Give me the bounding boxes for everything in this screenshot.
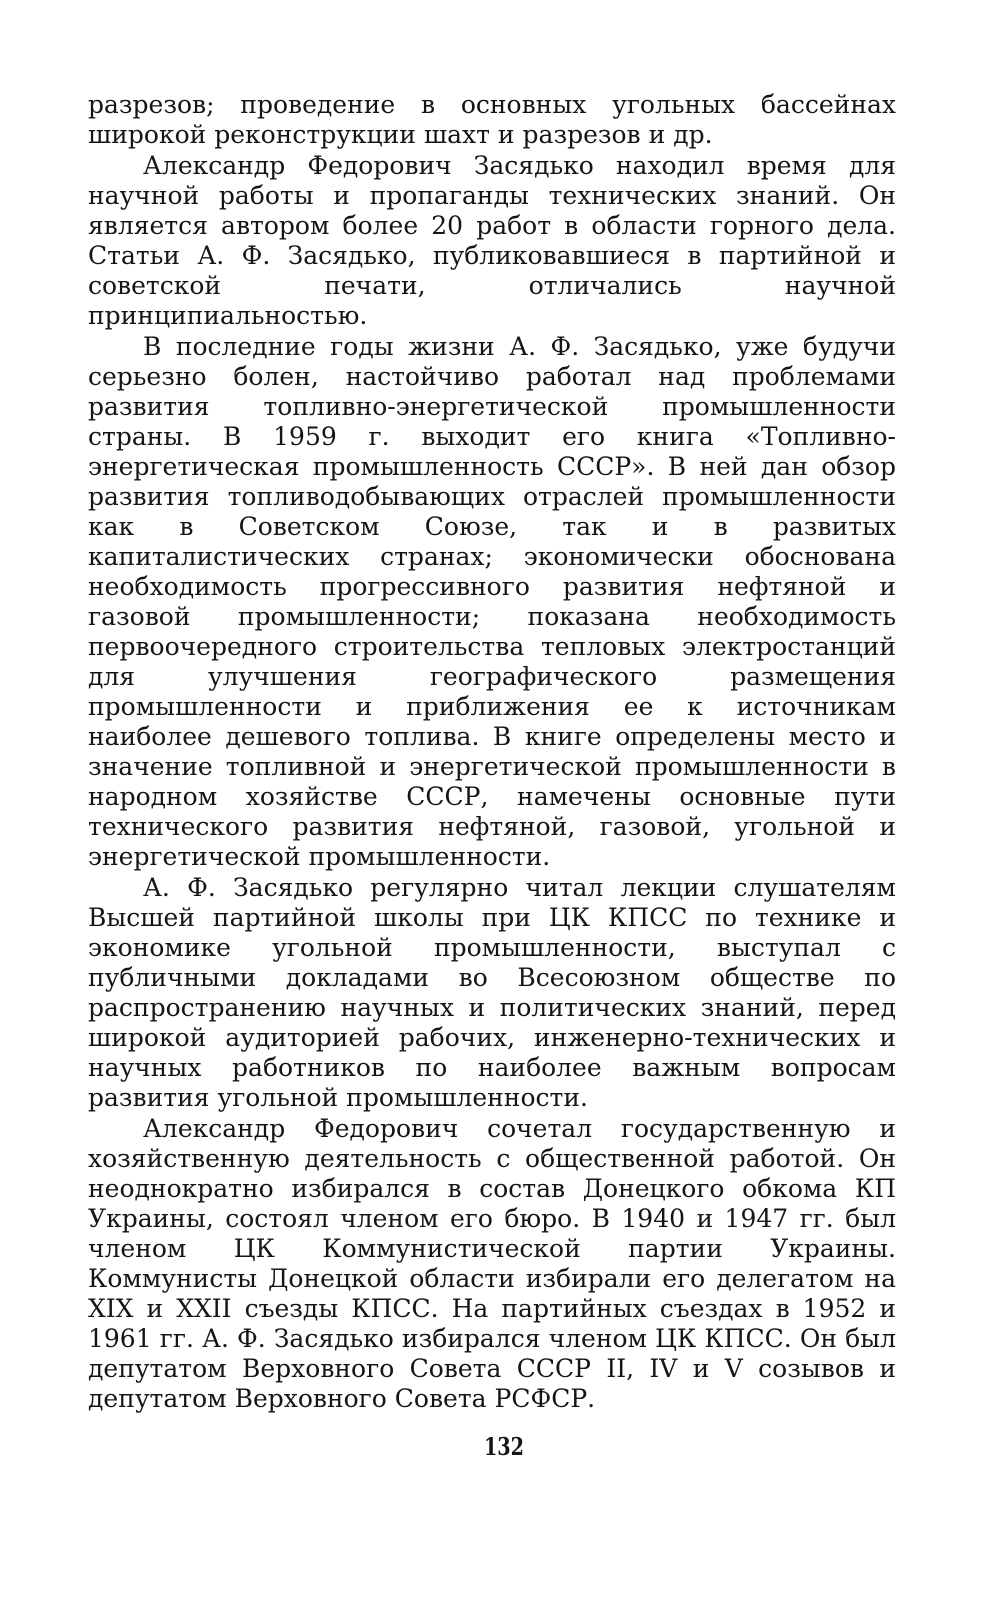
paragraph-scientific-work: Александр Федорович Засядько находил время для научной работы и пропаганды технических знаний. Он является автором более 20 работ в области горного дела. Статьи А. Ф. Засядько, публиковавшиеся в партийной и советской печати, отличались научной принципиальностью. (88, 151, 896, 330)
page-number: 132 (483, 1432, 525, 1461)
paragraph-lectures: А. Ф. Засядько регулярно читал лекции слушателям Высшей партийной школы при ЦК КПСС по технике и экономике угольной промышленности, выступал с публичными докладами во Всесоюзном обществе по распространению научных и политических знаний, перед широкой аудиторией рабочих, инженерно-технических и научных работников по наиболее важным вопросам развития угольной промышленности. (88, 873, 896, 1112)
paragraph-last-years-book: В последние годы жизни А. Ф. Засядько, уже будучи серьезно болен, настойчиво работал над проблемами развития топливно-энергетической промышленности страны. В 1959 г. выходит его книга «Топливно-энергетическая промышленность СССР». В ней дан обзор развития топливодобывающих отраслей промышленности как в Советском Союзе, так и в развитых капиталистических странах; экономически обоснована необходимость прогрессивного развития нефтяной и газовой промышленности; показана необходимость первоочередного строительства тепловых электростанций для улучшения географического размещения промышленности и приближения ее к источникам наиболее дешевого топлива. В книге определены место и значение топливной и энергетической промышленности в народном хозяйстве СССР, намечены основные пути технического развития нефтяной, газовой, угольной и энергетической промышленности. (88, 332, 896, 871)
paragraph-continuation: разрезов; проведение в основных угольных бассейнах широкой реконструкции шахт и разрезов и др. (88, 90, 896, 149)
page-body (88, 90, 896, 1415)
paragraph-public-work: Александр Федорович сочетал государственную и хозяйственную деятельность с общественной работой. Он неоднократно избирался в состав Донецкого обкома КП Украины, состоял членом его бюро. В 1940 и 1947 гг. был членом ЦК Коммунистической партии Украины. Коммунисты Донецкой области избирали его делегатом на XIX и XXII съезды КПСС. На партийных съездах в 1952 и 1961 гг. А. Ф. Засядько избирался членом ЦК КПСС. Он был депутатом Верховного Совета СССР II, IV и V созывов и депутатом Верховного Совета РСФСР. (88, 1114, 896, 1413)
